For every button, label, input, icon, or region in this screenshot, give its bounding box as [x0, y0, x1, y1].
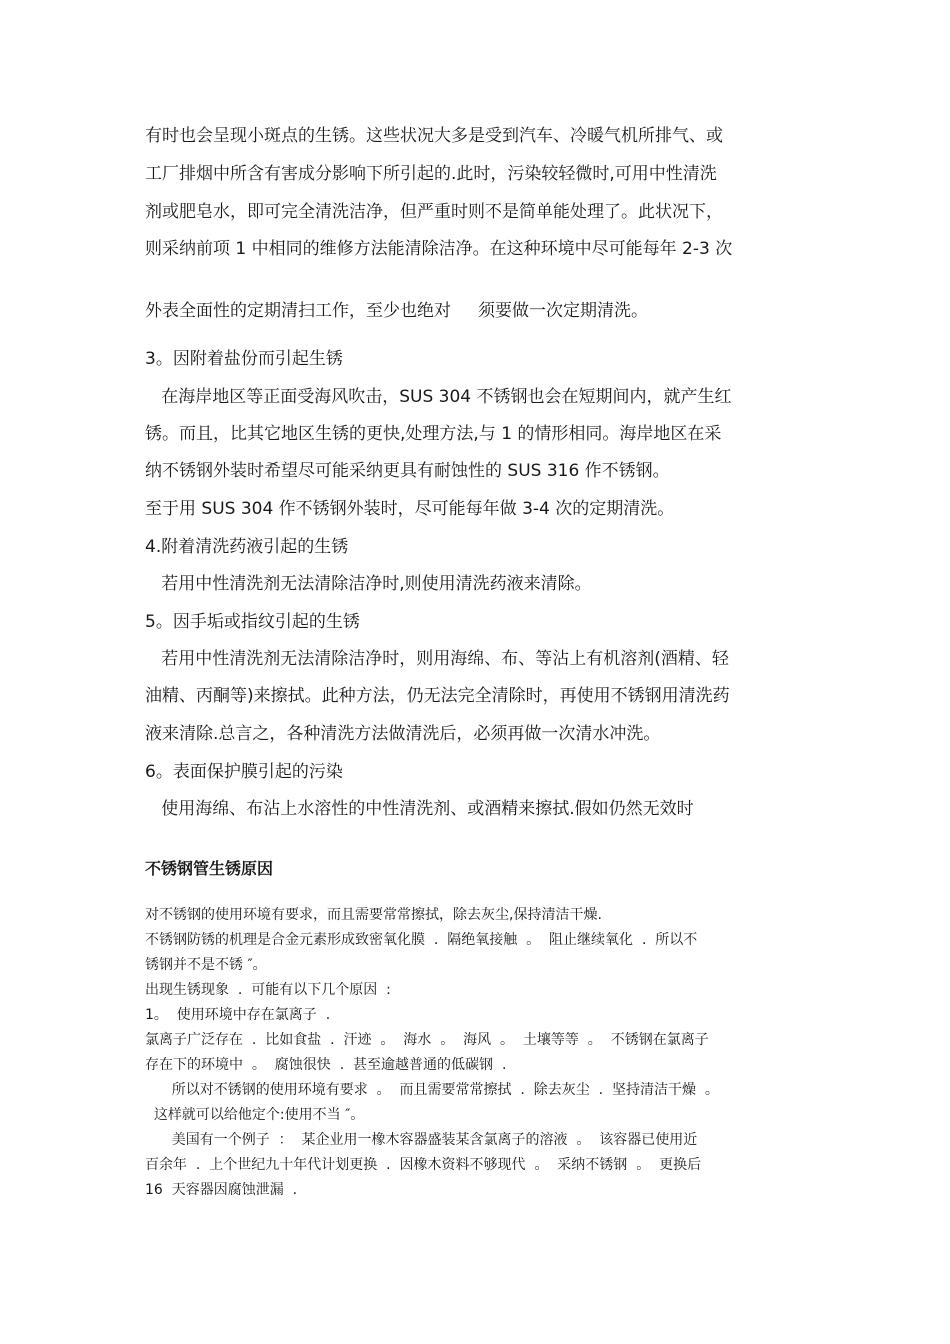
paragraph-line: 16 天容器因腐蚀泄漏 . [145, 1182, 298, 1198]
section-heading: 3。因附着盐份而引起生锈 [145, 349, 343, 369]
paragraph-line: 存在下的环境中 。 腐蚀很快 . 甚至逾越普通的低碳钢 . [145, 1057, 507, 1073]
paragraph-line: 则采纳前项 1 中相同的维修方法能清除洁净。在这种环境中尽可能每年 2-3 次 [145, 239, 733, 259]
paragraph-line: 工厂排烟中所含有害成分影响下所引起的.此时，污染较轻微时,可用中性清洗 [145, 164, 717, 184]
paragraph-line: 对不锈钢的使用环境有要求，而且需要常常擦拭，除去灰尘,保持清洁干燥. [145, 907, 602, 923]
section-heading: 4.附着清洗药液引起的生锈 [145, 537, 349, 557]
list-item: 1。 使用环境中存在氯离子 . [145, 1007, 331, 1023]
paragraph-line: 若用中性清洗剂无法清除洁净时,则使用清洗药液来清除。 [145, 574, 592, 594]
paragraph-line: 锈钢并不是不锈 ″。 [145, 957, 267, 973]
paragraph-line: 油精、丙酮等)来擦拭。此种方法，仍无法完全清除时，再使用不锈钢用清洗药 [145, 686, 730, 706]
paragraph-line: 若用中性清洗剂无法清除洁净时，则用海绵、布、等沾上有机溶剂(酒精、轻 [145, 649, 729, 669]
paragraph-line: 这样就可以给他定个:使用不当 ″。 [145, 1107, 365, 1123]
paragraph-line: 所以对不锈钢的使用环境有要求 。 而且需要常常擦拭 . 除去灰尘 . 坚持清洁干燥 。 [145, 1082, 719, 1098]
section-heading: 6。表面保护膜引起的污染 [145, 762, 343, 782]
paragraph-line: 氯离子广泛存在 . 比如食盐 . 汗迹 。 海水 。 海风 。 土壤等等 。 不锈钢在氯离子 [145, 1032, 709, 1048]
paragraph-line: 有时也会呈现小斑点的生锈。这些状况大多是受到汽车、冷暖气机所排气、或 [145, 126, 723, 146]
paragraph-line: 剂或肥皂水，即可完全清洗洁净，但严重时则不是简单能处理了。此状况下， [145, 202, 723, 222]
paragraph-line: 出现生锈现象 . 可能有以下几个原因 : [145, 982, 391, 998]
document-title: 不锈钢管生锈原因 [145, 859, 274, 878]
paragraph-line: 不锈钢防锈的机理是合金元素形成致密氧化膜 . 隔绝氧接触 。 阻止继续氧化 . 所以不 [145, 932, 698, 948]
paragraph-line: 纳不锈钢外装时希望尽可能采纳更具有耐蚀性的 SUS 316 作不锈钢。 [145, 461, 670, 481]
paragraph-line: 在海岸地区等正面受海风吹击，SUS 304 不锈钢也会在短期间内，就产生红 [145, 387, 732, 407]
paragraph-line: 至于用 SUS 304 作不锈钢外装时，尽可能每年做 3-4 次的定期清洗。 [145, 499, 675, 519]
paragraph-line: 液来清除.总言之，各种清洗方法做清洗后，必须再做一次清水冲洗。 [145, 724, 661, 744]
paragraph-line: 使用海绵、布沾上水溶性的中性清洗剂、或酒精来擦拭.假如仍然无效时 [145, 799, 694, 819]
section-heading: 5。因手垢或指纹引起的生锈 [145, 612, 360, 632]
paragraph-line: 锈。而且，比其它地区生锈的更快,处理方法,与 1 的情形相同。海岸地区在采 [145, 424, 722, 444]
paragraph-line: 百余年 . 上个世纪九十年代计划更换 . 因橡木资料不够现代 。 采纳不锈钢 。 更换后 [145, 1157, 702, 1173]
paragraph-line: 外表全面性的定期清扫工作，至少也绝对 须要做一次定期清洗。 [145, 301, 649, 321]
paragraph-line: 美国有一个例子 ： 某企业用一橡木容器盛装某含氯离子的溶液 。 该容器已使用近 [145, 1132, 698, 1148]
